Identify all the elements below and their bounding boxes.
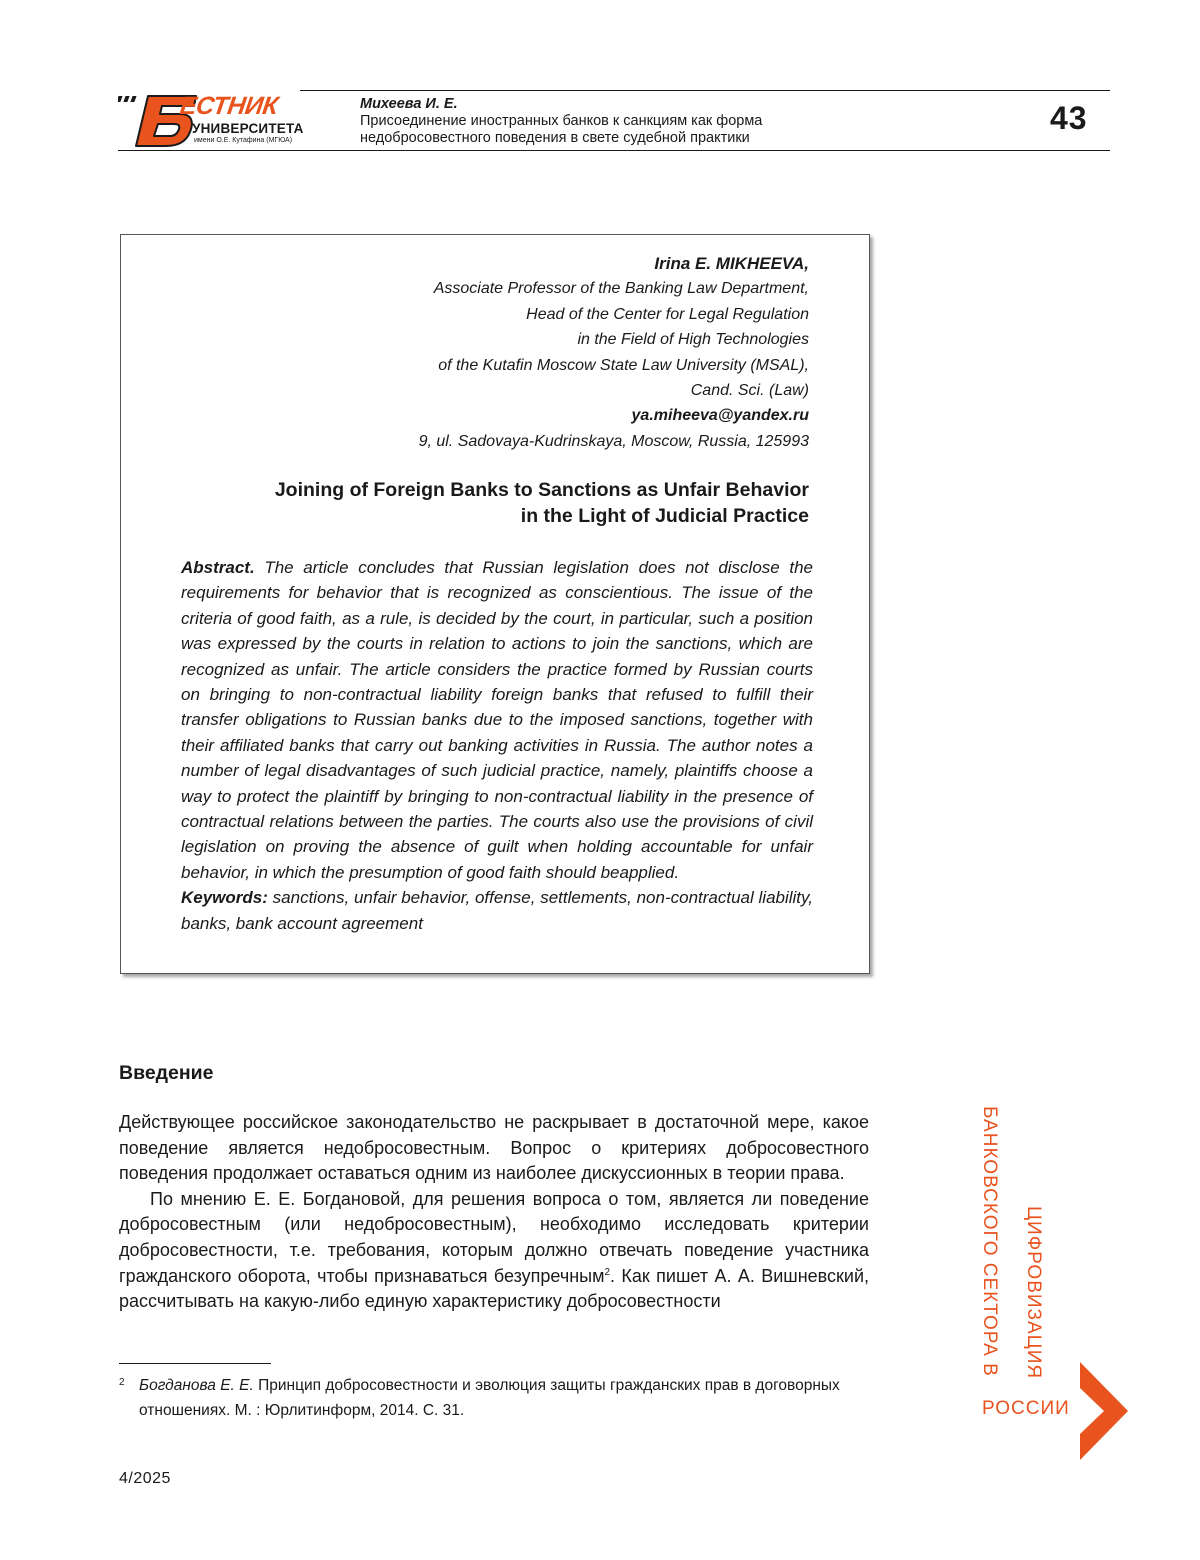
affiliation-line-3: in the Field of High Technologies [577,331,809,349]
running-head-title-line-2: недобросовестного поведения в свете судебной практики [360,130,750,146]
logo-university-text: УНИВЕРСИТЕТА [192,121,304,136]
running-head-title [360,113,960,147]
section-tag-line-1: ЦИФРОВИЗАЦИЯ [1023,1206,1044,1380]
body-paragraph-2 [119,1187,869,1315]
section-tag-line-2: БАНКОВСКОГО СЕКТОРА В [979,1106,1000,1377]
footnote-reference[interactable]: 2 [604,1266,611,1278]
affiliation-line-1: Associate Professor of the Banking Law Department, [433,280,809,298]
body-paragraph-2-text: По мнению Е. Е. Богдановой, для решения вопроса о том, является ли поведение добросовестным (или недобросовестным), необходимо исследовать критерии добросовестности, т.е. требования, которым должно отвечать поведение участника гражданского оборота, чтобы признаваться безупречным [119,1188,869,1286]
logo-vestnik-text: ЕСТНИК [178,92,280,120]
body-paragraph-2-continuation: . Как пишет А. А. Вишневский, рассчитывать на какую-либо единую характеристику добросовестности [119,1265,870,1312]
journal-logo [118,92,323,150]
footnote [119,1373,871,1423]
abstract [181,555,813,936]
footnote-body [139,1373,871,1423]
article-title-line-2: in the Light of Judicial Practice [520,505,809,527]
running-head-author: Михеева И. Е. [360,96,458,112]
footnote-rule [119,1363,271,1364]
author-address: 9, ul. Sadovaya-Kudrinskaya, Moscow, Russia, 125993 [418,432,809,450]
section-arrow-icon [1076,1362,1132,1460]
article-title-english [189,477,809,529]
keywords-label: Keywords: [181,888,268,908]
keywords-text: sanctions, unfair behavior, offense, settlements, non-contractual liability, banks, bank account agreement [181,888,813,933]
section-tag-line-3: РОССИИ [982,1398,1070,1419]
author-name: Irina E. MIKHEEVA, [654,254,809,273]
affiliation-line-5: Cand. Sci. (Law) [690,382,809,400]
footnote-text: Принцип добросовестности и эволюция защиты гражданских прав в договорных отношениях. М. : Юрлитинформ, 2014. С. 31. [139,1377,840,1419]
body-paragraph-1: Действующее российское законодательство не раскрывает в достаточной мере, какое поведение является недобросовестным. Вопрос о критериях добросовестного поведения продолжает оставаться одним из наиболее дискуссионных в теории права. [119,1112,869,1184]
issue-number: 4/2025 [119,1470,171,1487]
footnote-author: Богданова Е. Е. [139,1377,254,1394]
section-heading-introduction: Введение [119,1062,214,1084]
author-email[interactable]: ya.miheeva@yandex.ru [631,407,809,425]
running-head-title-line-1: Присоединение иностранных банков к санкциям как форма [360,113,763,129]
header-rule-top [300,90,1110,91]
section-tag [978,1106,1083,1426]
page-number: 43 [1050,100,1088,136]
english-abstract-box [120,234,870,974]
abstract-label: Abstract. [181,558,255,577]
author-affiliation [419,251,809,454]
abstract-text: The article concludes that Russian legislation does not disclose the requirements for behavior that is recognized as conscientious. The issue of the criteria of good faith, as a rule, is decided by the court, in particular, such a position was expressed by the courts in relation to actions to join the sanctions, which are recognized as unfair. The article considers the practice formed by Russian courts on bringing to non-contractual liability foreign banks that refused to fulfill their transfer obligations to Russian banks due to the imposed sanctions, together with their affiliated banks that carry out banking activities in Russia. The author notes a number of legal disadvantages of such judicial practice, namely, plaintiffs choose a way to protect the plaintiff by bringing to non-contractual liability in the presence of contractual relations between the parties. The courts also use the provisions of civil legislation on proving the absence of guilt when holding accountable for unfair behavior, in which the presumption of good faith should beapplied. [181,558,813,882]
header-rule-bottom [118,150,1110,151]
affiliation-line-4: of the Kutafin Moscow State Law University (MSAL), [438,356,809,374]
footnote-number: 2 [119,1377,125,1388]
affiliation-line-2: Head of the Center for Legal Regulation [526,305,809,323]
body-text [119,1110,869,1315]
article-title-line-1: Joining of Foreign Banks to Sanctions as Unfair Behavior [274,479,809,501]
logo-named-after-text: имени О.Е. Кутафина (МГЮА) [194,137,293,144]
